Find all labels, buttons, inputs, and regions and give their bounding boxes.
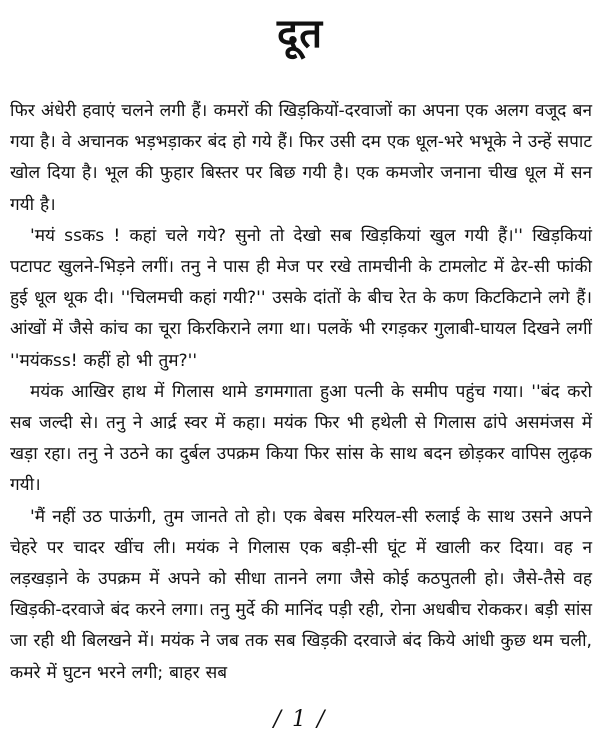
- story-body: [10, 96, 592, 689]
- paragraph-3: मयंक आखिर हाथ में गिलास थामे डगमगाता हुआ पत्नी के समीप पहुंच गया। ''बंद करो सब जल्दी से। तनु ने आर्द्र स्वर में कहा। मयंक फिर भी हथेली से गिलास ढांपे असमंजस में खड़ा रहा। तनु ने उठने का दुर्बल उपक्रम किया फिर सांस के साथ बदन छोड़कर वापिस लुढ़क गयी।: [10, 381, 592, 496]
- chapter-title: दूत: [276, 11, 324, 57]
- paragraph-1: फिर अंधेरी हवाएं चलने लगी हैं। कमरों की खिड़कियों-दरवाजों का अपना एक अलग वजूद बन गया है। वे अचानक भड़भड़ाकर बंद हो गये हैं। फिर उसी दम एक धूल-भरे भभूके ने उन्हें सपाट खोल दिया है। भूल की फुहार बिस्तर पर बिछ गयी है। एक कमजोर जनाना चीख धूल में सन गयी है।: [10, 101, 592, 215]
- paragraph-4: 'मैं नहीं उठ पाऊंगी, तुम जानते तो हो। एक बेबस मरियल-सी रुलाई के साथ उसने अपने चेहरे पर चादर खींच ली। मयंक ने गिलास एक बड़ी-सी घूंट में खाली कर दिया। वह न लड़खड़ाने के उपक्रम में अपने को सीधा तानने लगा जैसे कोई कठपुतली हो। जैसे-तैसे वह खिड़की-दरवाजे बंद करने लगा। तनु मुर्दे की मानिंद पड़ी रही, रोना अधबीच रोककर। बड़ी सांस जा रही थी बिलखने में। मयंक ने जब तक सब खिड़की दरवाजे बंद किये आंधी कुछ थम चली, कमरे में घुटन भरने लगी; बाहर सब: [10, 506, 592, 683]
- paragraph-2: 'मयं ssकs ! कहां चले गये? सुनो तो देखो सब खिड़कियां खुल गयी हैं।'' खिड़कियां पटापट खुलने-भिड़ने लगीं। तनु ने पास ही मेज पर रखे तामचीनी के टामलोट में ढेर-सी फांकी हुई धूल थूक दी। ''चिलमची कहां गयी?'' उसके दांतों के बीच रेत के कण किटकिटाने लगे हैं। आंखों में जैसे कांच का चूरा किरकिराने लगा था। पलकें भी रगड़कर गुलाबी-घायल दिखने लगीं ''मयंकss! कहीं हो भी तुम?'': [10, 225, 592, 371]
- page-number: / 1 /: [273, 707, 327, 732]
